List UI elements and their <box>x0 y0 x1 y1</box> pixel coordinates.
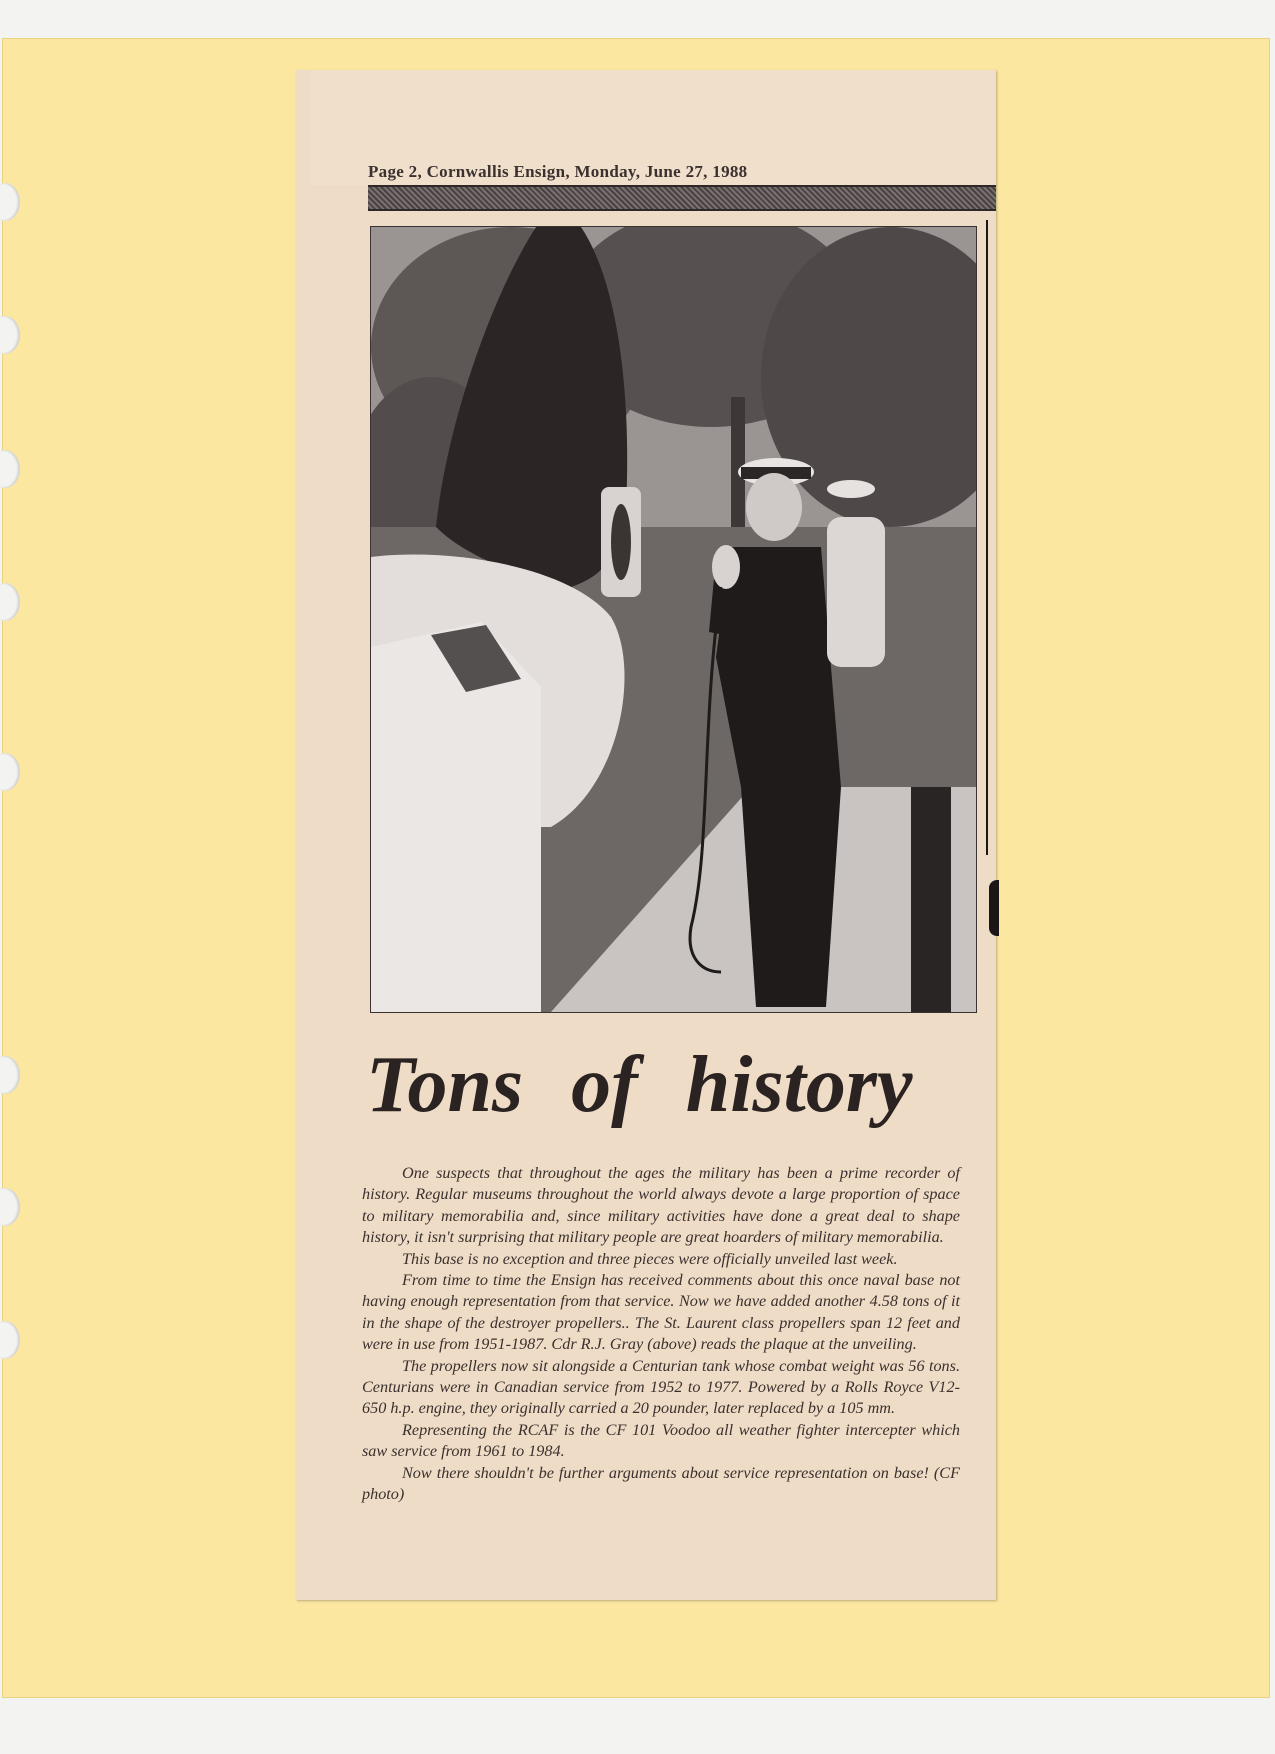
article-paragraph: From time to time the Ensign has received comments about this once naval base not having enough representation from that service. Now we have added another 4.58 tons of it in the shape of the destroyer propellers.. The St. Laurent class propellers span 12 feet and were in use from 1951-1987. Cdr R.J. Gray (above) reads the plaque at the unveiling. <box>362 1271 960 1354</box>
adjacent-column-mark <box>989 880 999 936</box>
binder-hole <box>0 753 20 791</box>
newspaper-header: Page 2, Cornwallis Ensign, Monday, June 27, 1988 <box>368 162 748 181</box>
article-paragraph: Now there shouldn't be further arguments about service representation on base! (CF photo) <box>362 1463 960 1504</box>
binder-hole <box>0 1056 20 1094</box>
article-paragraph: This base is no exception and three pieces were officially unveiled last week. <box>402 1249 898 1268</box>
binder-hole <box>0 1188 20 1226</box>
article-paragraph: The propellers now sit alongside a Centurian tank whose combat weight was 56 tons. Centurians were in Canadian service from 1952 to 1977. Powered by a Rolls Royce V12-650 h.p. engine, they originally carried a 20 pounder, later replaced by a 105 mm. <box>362 1356 960 1418</box>
adjacent-column-edge <box>986 220 998 855</box>
header-rule <box>368 185 996 211</box>
article-paragraph: One suspects that throughout the ages the military has been a prime recorder of history. Regular museums throughout the world always devote a large proportion of space to military memorabilia and, since military activities have done a great deal to shape history, it isn't surprising that military people are great hoarders of military memorabilia. <box>362 1164 960 1247</box>
article-paragraph: Representing the RCAF is the CF 101 Voodoo all weather fighter intercepter which saw service from 1961 to 1984. <box>362 1420 960 1461</box>
newspaper-clipping <box>296 70 996 1600</box>
article-body <box>362 1163 960 1506</box>
binder-hole <box>0 183 20 221</box>
news-photo <box>370 226 977 1013</box>
binder-hole <box>0 450 20 488</box>
binder-hole <box>0 1321 20 1359</box>
binder-hole <box>0 316 20 354</box>
photo-illustration <box>371 227 976 1012</box>
headline: Tons of history <box>366 1041 913 1129</box>
binder-hole <box>0 583 20 621</box>
